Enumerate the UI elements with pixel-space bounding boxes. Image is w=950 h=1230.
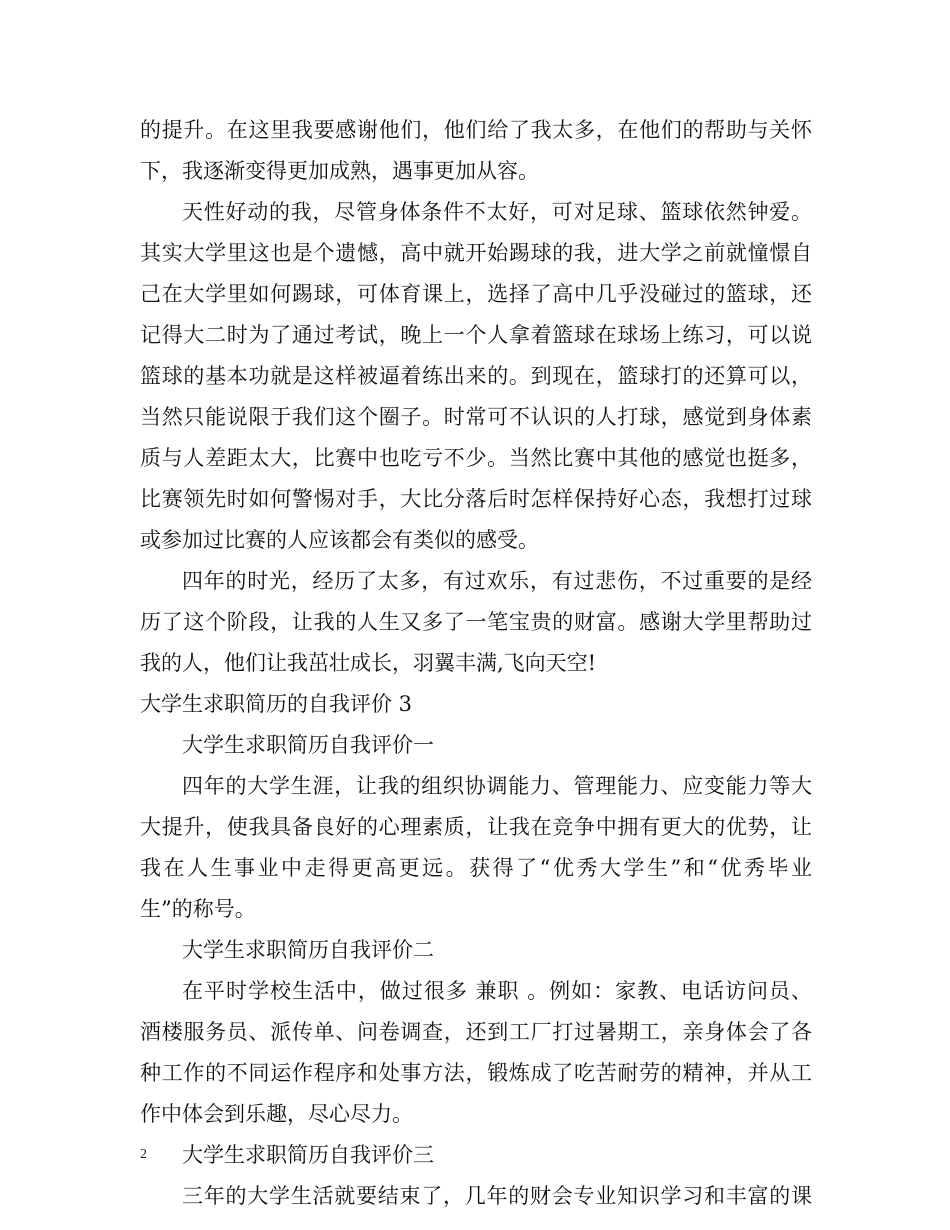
text-line: 历了这个阶段，让我的人生又多了一笔宝贵的财富。感谢大学里帮助过 bbox=[140, 610, 812, 634]
subsection-heading: 大学生求职简历自我评价二 bbox=[182, 938, 434, 962]
text-line: 下，我逐渐变得更加成熟，遇事更加从容。 bbox=[140, 159, 539, 183]
text-line: 的提升。在这里我要感谢他们，他们给了我太多，在他们的帮助与关怀 bbox=[140, 118, 812, 142]
text-line: 种工作的不同运作程序和处事方法，锻炼成了吃苦耐劳的精神，并从工 bbox=[140, 1061, 812, 1085]
paragraph-first-line: 在平时学校生活中，做过很多 兼职 。例如：家教、电话访问员、 bbox=[182, 979, 812, 1003]
subsection-heading: 大学生求职简历自我评价一 bbox=[182, 733, 434, 757]
text-line: 篮球的基本功就是这样被逼着练出来的。到现在，篮球打的还算可以， bbox=[140, 364, 812, 388]
paragraph-first-line: 天性好动的我，尽管身体条件不太好，可对足球、篮球依然钟爱。 bbox=[182, 200, 812, 224]
text-line: 大提升，使我具备良好的心理素质，让我在竞争中拥有更大的优势，让 bbox=[140, 815, 812, 839]
page-number: 2 bbox=[140, 1147, 147, 1162]
text-line: 我在人生事业中走得更高更远。获得了“优秀大学生”和“优秀毕业 bbox=[140, 856, 812, 880]
text-line: 作中体会到乐趣，尽心尽力。 bbox=[140, 1102, 413, 1126]
paragraph-first-line: 三年的大学生活就要结束了，几年的财会专业知识学习和丰富的课 bbox=[182, 1184, 812, 1208]
paragraph-first-line: 四年的大学生涯，让我的组织协调能力、管理能力、应变能力等大 bbox=[182, 774, 812, 798]
paragraph-first-line: 四年的时光，经历了太多，有过欢乐，有过悲伤，不过重要的是经 bbox=[182, 569, 812, 593]
text-line: 我的人，他们让我茁壮成长，羽翼丰满,飞向天空! bbox=[140, 651, 597, 675]
text-line: 质与人差距太大，比赛中也吃亏不少。当然比赛中其他的感觉也挺多， bbox=[140, 446, 812, 470]
subsection-heading: 大学生求职简历自我评价三 bbox=[182, 1143, 434, 1167]
text-line: 酒楼服务员、派传单、问卷调查，还到工厂打过暑期工，亲身体会了各 bbox=[140, 1020, 812, 1044]
text-line: 其实大学里这也是个遗憾，高中就开始踢球的我，进大学之前就憧憬自 bbox=[140, 241, 812, 265]
text-line: 生”的称号。 bbox=[140, 897, 256, 921]
text-line: 或参加过比赛的人应该都会有类似的感受。 bbox=[140, 528, 539, 552]
text-line: 比赛领先时如何警惕对手，大比分落后时怎样保持好心态，我想打过球 bbox=[140, 487, 812, 511]
text-line: 记得大二时为了通过考试，晚上一个人拿着篮球在球场上练习，可以说 bbox=[140, 323, 812, 347]
text-line: 当然只能说限于我们这个圈子。时常可不认识的人打球，感觉到身体素 bbox=[140, 405, 812, 429]
document-body bbox=[140, 110, 812, 1217]
section-heading: 大学生求职简历的自我评价 3 bbox=[140, 692, 413, 716]
text-line: 己在大学里如何踢球，可体育课上，选择了高中几乎没碰过的篮球，还 bbox=[140, 282, 812, 306]
